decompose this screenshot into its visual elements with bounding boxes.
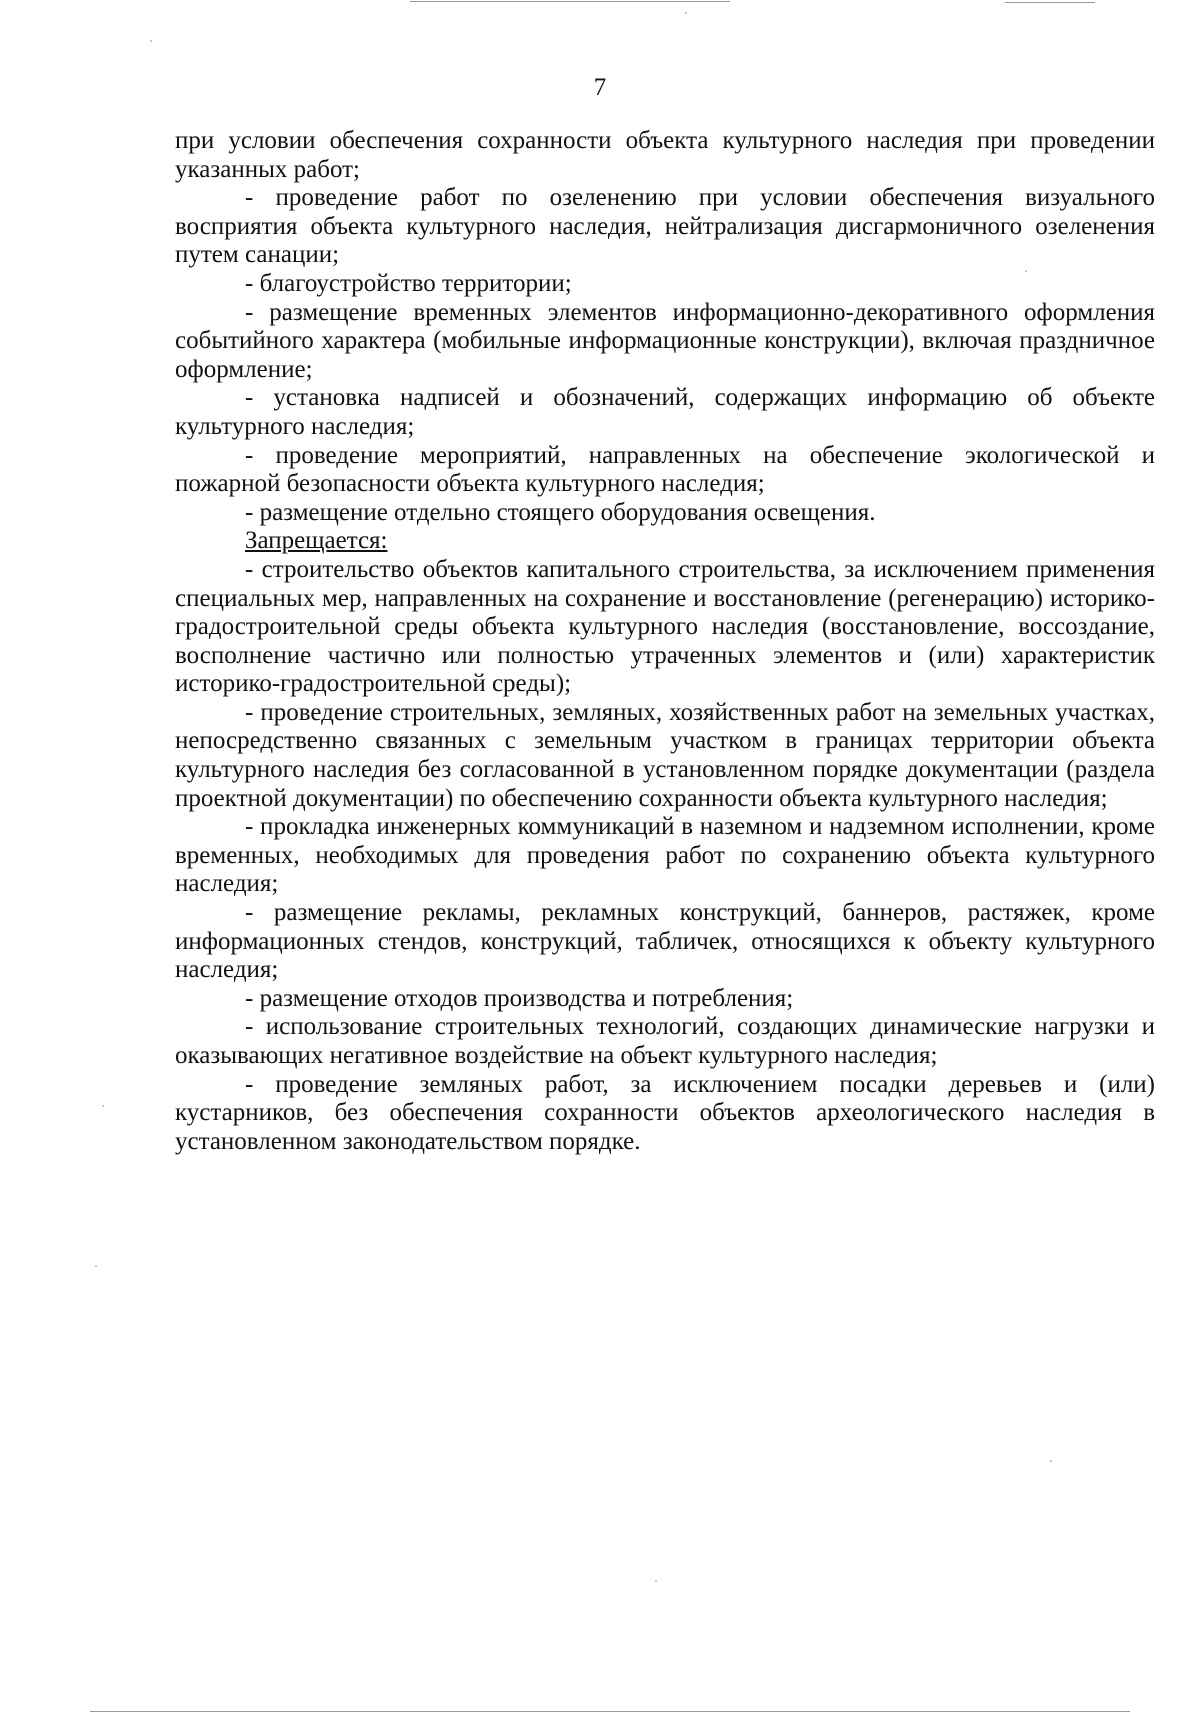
allowed-item: - благоустройство территории; — [245, 269, 572, 297]
allowed-item: - размещение временных элементов информационно-декоративного оформления событийного характера (мобильные информационные конструкции), включая праздничное оформление; — [175, 298, 1155, 383]
page-number: 7 — [593, 74, 607, 101]
scan-edge-line — [1005, 2, 1095, 3]
scan-speck — [150, 40, 152, 42]
scan-edge-line — [90, 1711, 1130, 1712]
prohibited-heading — [175, 527, 1155, 556]
allowed-item: - размещение отдельно стоящего оборудования освещения. — [245, 498, 876, 526]
allowed-item: - установка надписей и обозначений, содержащих информацию об объекте культурного наследия; — [175, 384, 1155, 440]
scan-speck — [102, 1105, 104, 1107]
allowed-item: - проведение мероприятий, направленных на обеспечение экологической и пожарной безопасности объекта культурного наследия; — [175, 441, 1155, 498]
prohibited-item: - строительство объектов капитального строительства, за исключением применения специальных мер, направленных на сохранение и восстановление (регенерацию) историко-градостроительной среды объекта культурного наследия (восстановление, воссоздание, восполнение частично или полностью утраченных элементов и (или) характеристик историко-градостроительной среды); — [175, 555, 1155, 698]
scan-edge-line — [410, 1, 730, 2]
prohibited-item: - использование строительных технологий, создающих динамические нагрузки и оказывающих негативное воздействие на объект культурного наследия; — [175, 1013, 1155, 1069]
prohibited-item: - прокладка инженерных коммуникаций в наземном и надземном исполнении, кроме временных, необходимых для проведения работ по сохранению объекта культурного наследия; — [175, 813, 1155, 898]
prohibited-heading-text: Запрещается: — [245, 527, 388, 555]
scan-speck — [1050, 1460, 1052, 1462]
prohibited-item: - размещение отходов производства и потребления; — [245, 984, 794, 1012]
scan-speck — [655, 1580, 657, 1582]
paragraph-continuation: при условии обеспечения сохранности объекта культурного наследия при проведении указанных работ; — [175, 127, 1155, 183]
allowed-item: - проведение работ по озеленению при условии обеспечения визуального восприятия объекта культурного наследия, нейтрализация дисгармоничного озеленения путем санации; — [175, 184, 1155, 269]
prohibited-item: - проведение земляных работ, за исключением посадки деревьев и (или) кустарников, без обеспечения сохранности объектов археологического наследия в установленном законодательством порядке. — [175, 1070, 1155, 1155]
prohibited-item: - размещение рекламы, рекламных конструкций, баннеров, растяжек, кроме информационных стендов, конструкций, табличек, относящихся к объекту культурного наследия; — [175, 899, 1155, 984]
prohibited-item: - проведение строительных, земляных, хозяйственных работ на земельных участках, непосредственно связанных с земельным участком в границах территории объекта культурного наследия без согласованной в установленном порядке документации (раздела проектной документации) по обеспечению сохранности объекта культурного наследия; — [175, 698, 1155, 812]
scan-speck — [685, 12, 687, 14]
scan-speck — [95, 1265, 97, 1267]
document-body — [175, 127, 1155, 1156]
